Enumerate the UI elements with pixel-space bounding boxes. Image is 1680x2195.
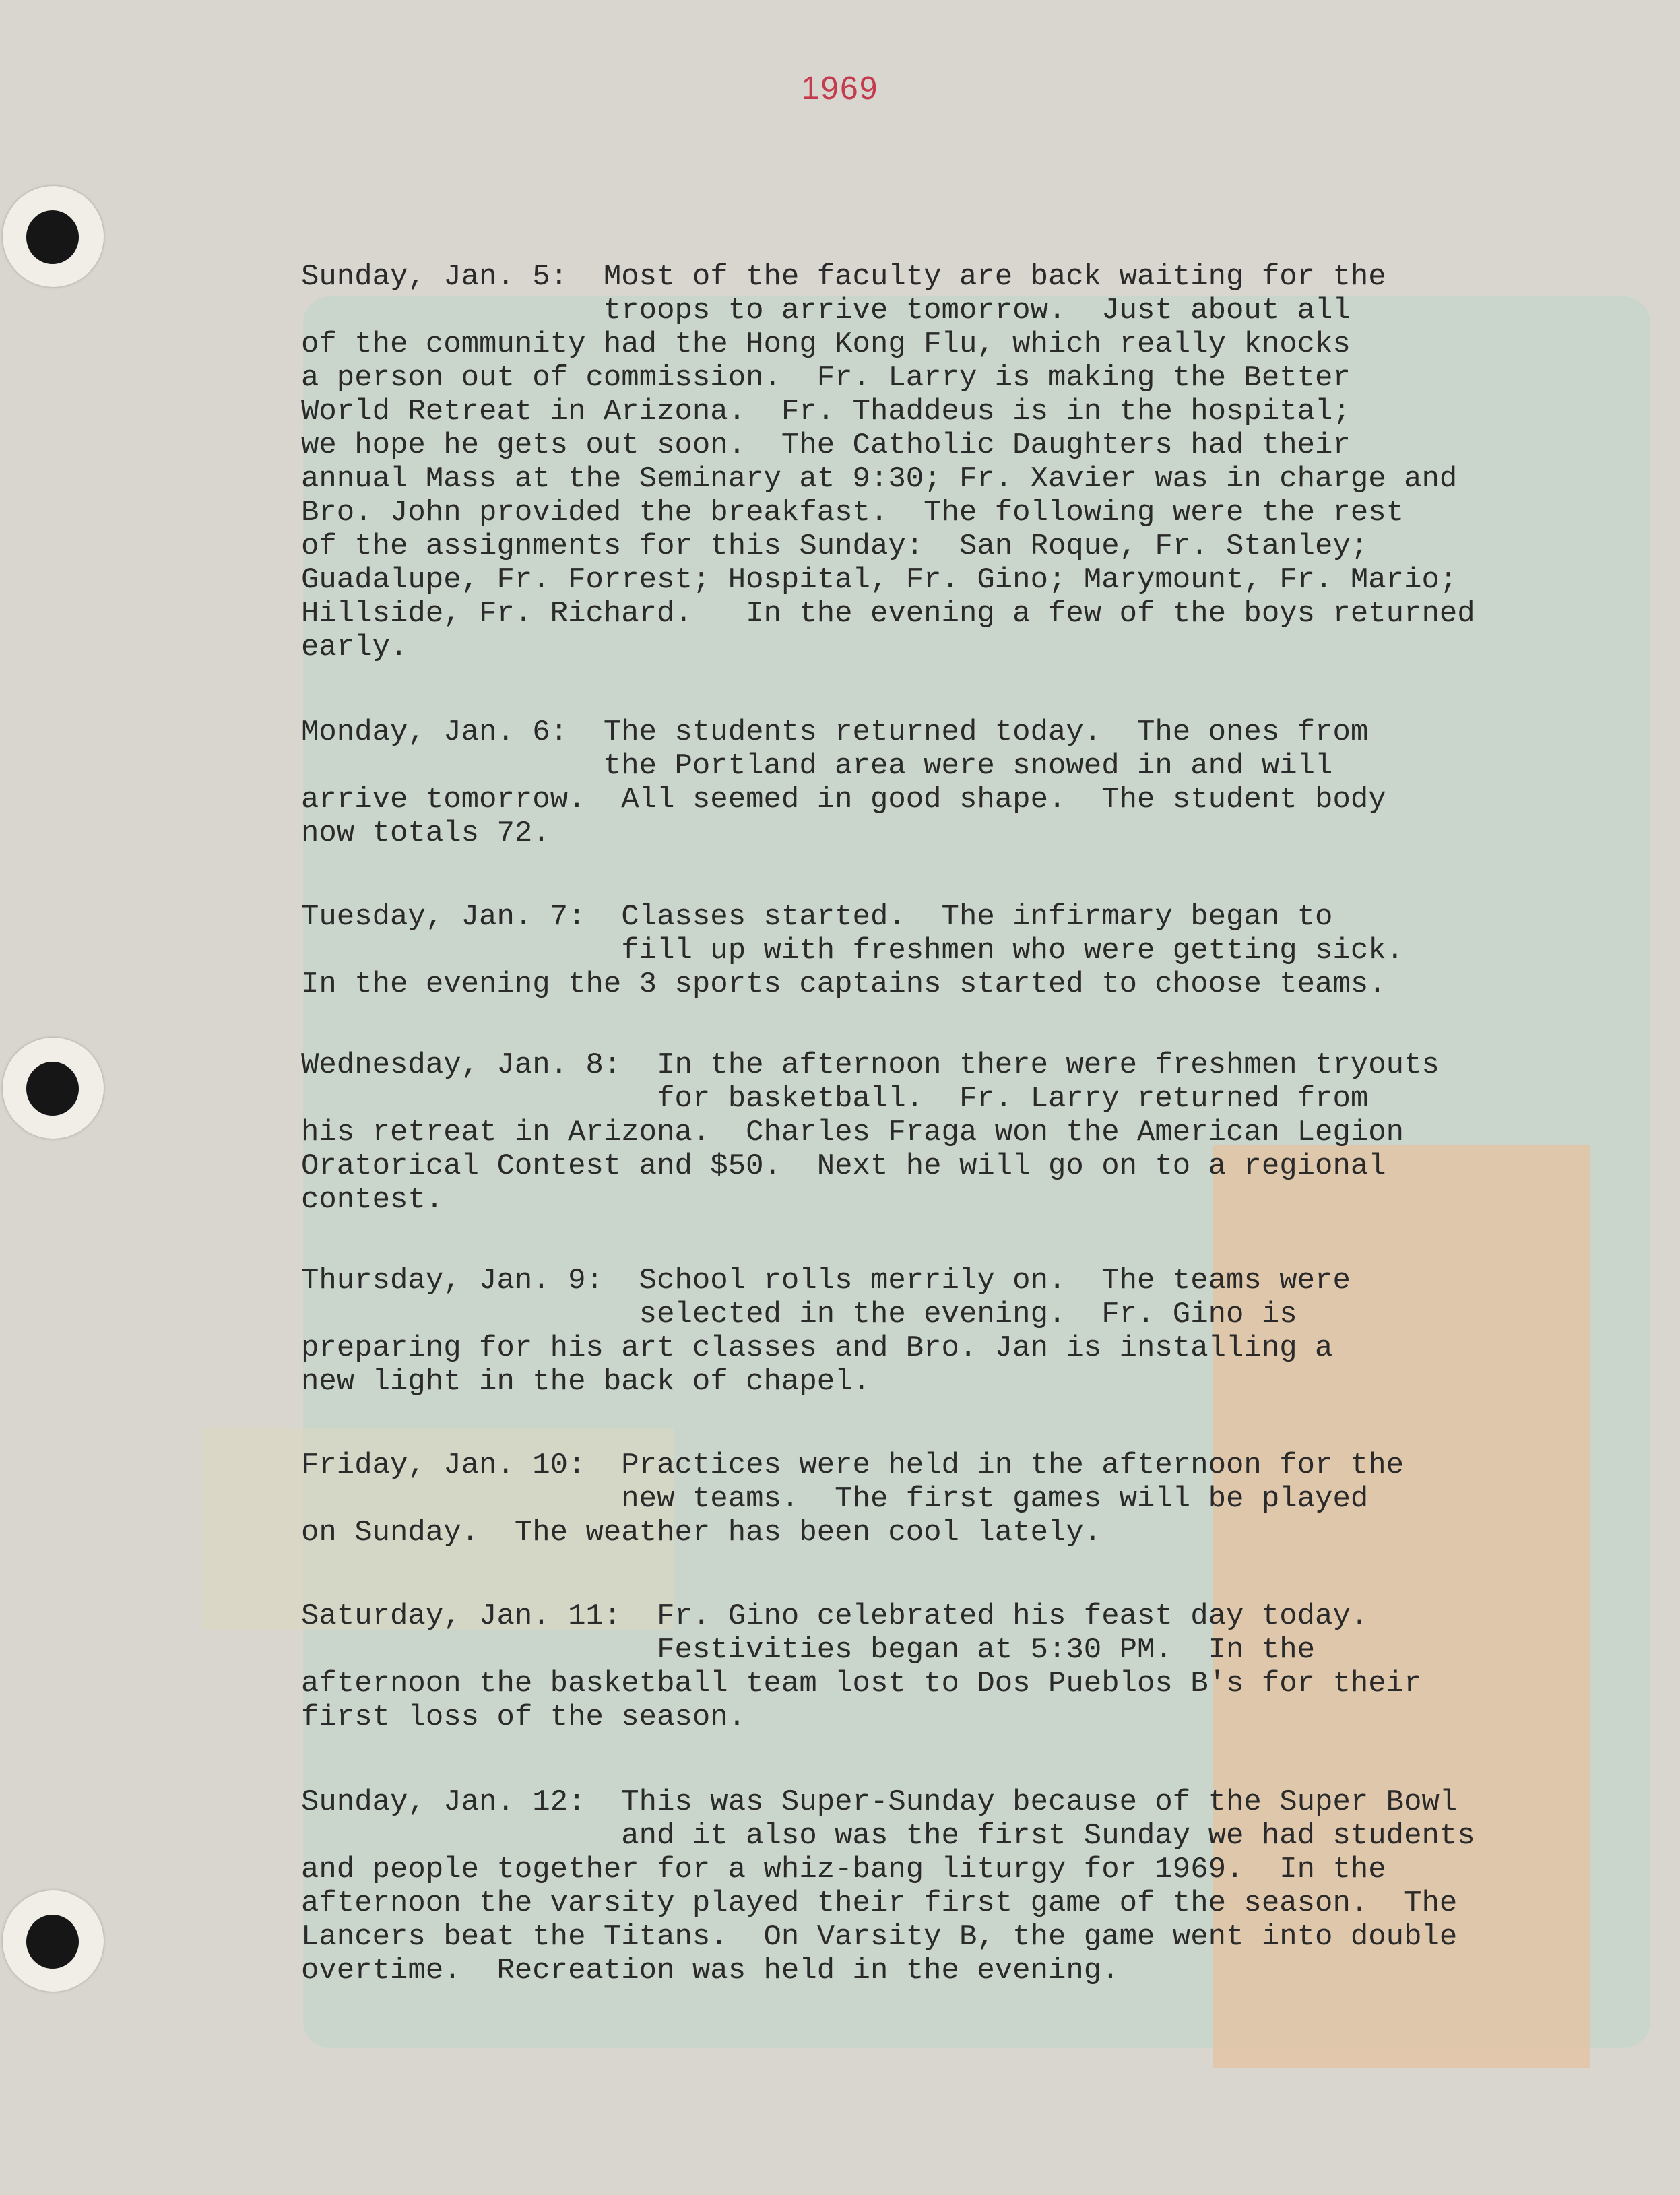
entry-line: Bro. John provided the breakfast. The following were the rest xyxy=(301,496,1404,530)
entry-line: overtime. Recreation was held in the evening. xyxy=(301,1954,1120,1987)
entry-line: his retreat in Arizona. Charles Fraga won the American Legion xyxy=(301,1116,1404,1149)
entry-line: Guadalupe, Fr. Forrest; Hospital, Fr. Gino; Marymount, Fr. Mario; xyxy=(301,563,1458,597)
entry-line: Monday, Jan. 6: The students returned today. The ones from xyxy=(301,715,1369,749)
entry-line: World Retreat in Arizona. Fr. Thaddeus is in the hospital; xyxy=(301,395,1351,428)
entry-line: Lancers beat the Titans. On Varsity B, the game went into double xyxy=(301,1920,1458,1954)
diary-entry-jan-9 xyxy=(301,1264,1675,1399)
diary-entry-jan-5 xyxy=(301,260,1675,664)
entry-line: selected in the evening. Fr. Gino is xyxy=(301,1298,1297,1331)
entry-line: Thursday, Jan. 9: School rolls merrily on. The teams were xyxy=(301,1264,1351,1298)
binder-hole-bottom xyxy=(3,1890,104,1992)
entry-line: fill up with freshmen who were getting sick. xyxy=(301,934,1404,967)
entry-line: annual Mass at the Seminary at 9:30; Fr. Xavier was in charge and xyxy=(301,462,1458,496)
entry-line: Sunday, Jan. 5: Most of the faculty are back waiting for the xyxy=(301,260,1386,294)
entry-line: on Sunday. The weather has been cool lately. xyxy=(301,1516,1102,1550)
diary-entry-jan-12 xyxy=(301,1785,1675,1987)
entry-line: for basketball. Fr. Larry returned from xyxy=(301,1082,1369,1116)
entry-line: we hope he gets out soon. The Catholic Daughters had their xyxy=(301,428,1351,462)
binder-hole-top xyxy=(3,186,104,287)
entry-line: preparing for his art classes and Bro. Jan is installing a xyxy=(301,1331,1333,1365)
entry-line: and it also was the first Sunday we had students xyxy=(301,1819,1475,1853)
entry-line: early. xyxy=(301,631,408,664)
entry-line: a person out of commission. Fr. Larry is making the Better xyxy=(301,361,1351,395)
entry-line: Saturday, Jan. 11: Fr. Gino celebrated his feast day today. xyxy=(301,1599,1369,1633)
diary-entry-jan-7 xyxy=(301,900,1675,1001)
entry-line: Tuesday, Jan. 7: Classes started. The infirmary began to xyxy=(301,900,1333,934)
entry-line: Wednesday, Jan. 8: In the afternoon there were freshmen tryouts xyxy=(301,1048,1440,1082)
entry-line: Oratorical Contest and $50. Next he will go on to a regional xyxy=(301,1149,1386,1183)
entry-line: Hillside, Fr. Richard. In the evening a few of the boys returned xyxy=(301,597,1475,631)
entry-line: Friday, Jan. 10: Practices were held in the afternoon for the xyxy=(301,1449,1404,1482)
entry-line: new teams. The first games will be played xyxy=(301,1482,1369,1516)
entry-line: of the assignments for this Sunday: San Roque, Fr. Stanley; xyxy=(301,530,1369,563)
diary-entry-jan-10 xyxy=(301,1449,1675,1550)
entry-line: Festivities began at 5:30 PM. In the xyxy=(301,1633,1316,1667)
entry-line: the Portland area were snowed in and will xyxy=(301,749,1333,783)
binder-hole-middle xyxy=(3,1038,104,1139)
entry-line: afternoon the basketball team lost to Dos Pueblos B's for their xyxy=(301,1667,1422,1700)
entry-line: new light in the back of chapel. xyxy=(301,1365,870,1399)
entry-line: and people together for a whiz-bang liturgy for 1969. In the xyxy=(301,1853,1386,1886)
entry-line: In the evening the 3 sports captains started to choose teams. xyxy=(301,967,1386,1001)
diary-entry-jan-11 xyxy=(301,1599,1675,1734)
entry-line: afternoon the varsity played their first game of the season. The xyxy=(301,1886,1458,1920)
diary-entry-jan-8 xyxy=(301,1048,1675,1217)
entry-line: contest. xyxy=(301,1183,444,1217)
entry-line: Sunday, Jan. 12: This was Super-Sunday because of the Super Bowl xyxy=(301,1785,1458,1819)
entry-line: troops to arrive tomorrow. Just about all xyxy=(301,294,1351,327)
entry-line: now totals 72. xyxy=(301,817,550,850)
diary-entry-jan-6 xyxy=(301,715,1675,850)
page-year: 1969 xyxy=(801,71,879,106)
entry-line: first loss of the season. xyxy=(301,1700,746,1734)
entry-line: arrive tomorrow. All seemed in good shape. The student body xyxy=(301,783,1386,817)
entry-line: of the community had the Hong Kong Flu, which really knocks xyxy=(301,327,1351,361)
